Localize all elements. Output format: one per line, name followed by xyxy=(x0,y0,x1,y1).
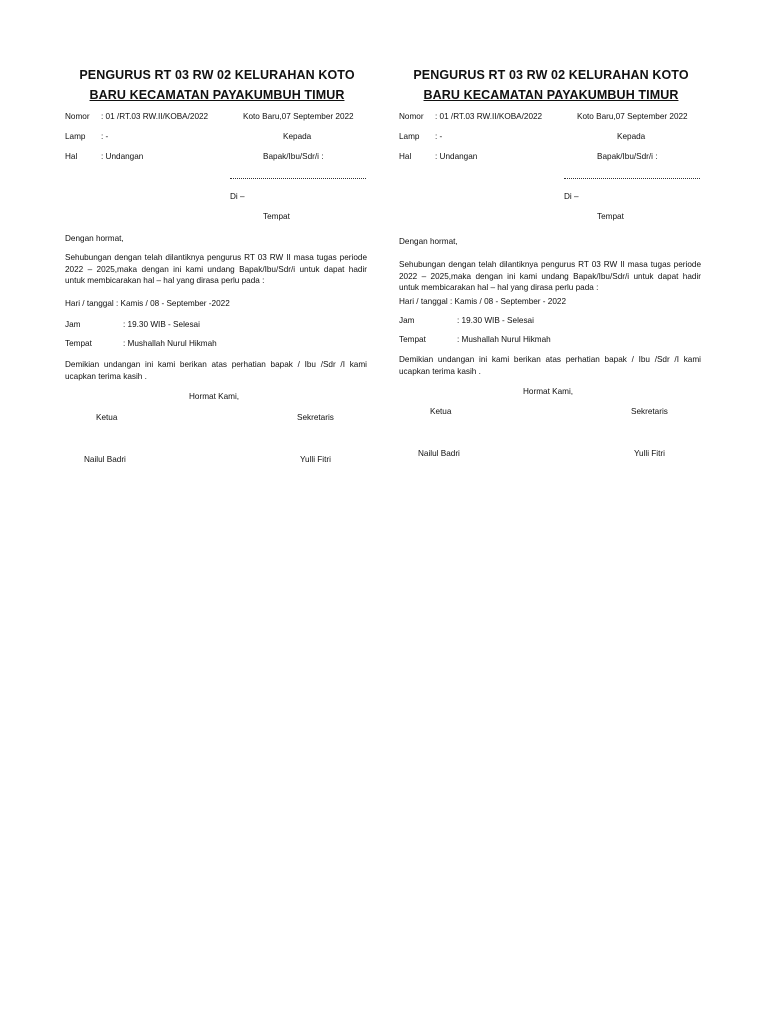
sekretaris-label: Sekretaris xyxy=(297,413,334,422)
jam-value: : 19.30 WIB - Selesai xyxy=(457,316,534,325)
ketua-label: Ketua xyxy=(430,407,452,416)
letter-title-line1: PENGURUS RT 03 RW 02 KELURAHAN KOTO xyxy=(413,68,689,82)
lamp-value: : - xyxy=(435,132,443,141)
ketua-name: Nailul Badri xyxy=(418,449,460,458)
jam-value: : 19.30 WIB - Selesai xyxy=(123,320,200,329)
lamp-label: Lamp xyxy=(65,132,86,141)
tempat-value: : Mushallah Nurul Hikmah xyxy=(457,335,551,344)
nomor-label: Nomor xyxy=(65,112,90,121)
sekretaris-name: Yulli Fitri xyxy=(300,455,331,464)
greeting: Dengan hormat, xyxy=(65,234,124,243)
closing-paragraph: Demikian undangan ini kami berikan atas perhatian bapak / Ibu /Sdr /I kami ucapkan terima kasih . xyxy=(65,360,367,381)
invitation-letter-left xyxy=(65,0,369,480)
letter-title-line1: PENGURUS RT 03 RW 02 KELURAHAN KOTO xyxy=(79,68,355,82)
hal-label: Hal xyxy=(65,152,78,161)
tempat-value: : Mushallah Nurul Hikmah xyxy=(123,339,217,348)
recipient-label: Bapak/Ibu/Sdr/i : xyxy=(597,152,658,161)
tempat-address: Tempat xyxy=(597,212,624,221)
nomor-label: Nomor xyxy=(399,112,424,121)
recipient-dotted-line xyxy=(564,178,700,179)
hal-value: : Undangan xyxy=(101,152,144,161)
hal-label: Hal xyxy=(399,152,412,161)
body-paragraph: Sehubungan dengan telah dilantiknya pengurus RT 03 RW II masa tugas periode 2022 – 2025,maka dengan ini kami undang Bapak/Ibu/Sdr/i untuk dapat hadir untuk membicarakan hal – hal yang dirasa perlu pada : xyxy=(399,260,701,292)
hal-value: : Undangan xyxy=(435,152,478,161)
nomor-value: : 01 /RT.03 RW.II/KOBA/2022 xyxy=(435,112,543,121)
nomor-value: : 01 /RT.03 RW.II/KOBA/2022 xyxy=(101,112,209,121)
ketua-label: Ketua xyxy=(96,413,118,422)
hari-tanggal: Hari / tanggal : Kamis / 08 - September - 2022 xyxy=(399,297,567,306)
hari-tanggal: Hari / tanggal : Kamis / 08 - September -2022 xyxy=(65,299,230,308)
ketua-name: Nailul Badri xyxy=(84,455,126,464)
closing-paragraph: Demikian undangan ini kami berikan atas perhatian bapak / Ibu /Sdr /I kami ucapkan terima kasih . xyxy=(399,355,701,376)
jam-label: Jam xyxy=(65,320,81,329)
recipient-label: Bapak/Ibu/Sdr/i : xyxy=(263,152,324,161)
jam-label: Jam xyxy=(399,316,415,325)
di-label: Di – xyxy=(230,192,245,201)
tempat-address: Tempat xyxy=(263,212,290,221)
di-label: Di – xyxy=(564,192,579,201)
sekretaris-name: Yulli Fitri xyxy=(634,449,665,458)
hormat-kami: Hormat Kami, xyxy=(189,392,240,401)
kepada-label: Kepada xyxy=(283,132,312,141)
lamp-value: : - xyxy=(101,132,109,141)
kepada-label: Kepada xyxy=(617,132,646,141)
tempat-label: Tempat xyxy=(65,339,92,348)
place-date: Koto Baru,07 September 2022 xyxy=(577,112,688,121)
lamp-label: Lamp xyxy=(399,132,420,141)
place-date: Koto Baru,07 September 2022 xyxy=(243,112,354,121)
sekretaris-label: Sekretaris xyxy=(631,407,668,416)
letter-title-line2: BARU KECAMATAN PAYAKUMBUH TIMUR xyxy=(89,88,345,102)
invitation-letter-right xyxy=(399,0,703,480)
body-paragraph: Sehubungan dengan telah dilantiknya pengurus RT 03 RW II masa tugas periode 2022 – 2025,maka dengan ini kami undang Bapak/Ibu/Sdr/i untuk dapat hadir untuk membicarakan hal – hal yang dirasa perlu pada : xyxy=(65,253,367,285)
hormat-kami: Hormat Kami, xyxy=(523,387,574,396)
recipient-dotted-line xyxy=(230,178,366,179)
letter-title-line2: BARU KECAMATAN PAYAKUMBUH TIMUR xyxy=(423,88,679,102)
greeting: Dengan hormat, xyxy=(399,237,458,246)
tempat-label: Tempat xyxy=(399,335,426,344)
